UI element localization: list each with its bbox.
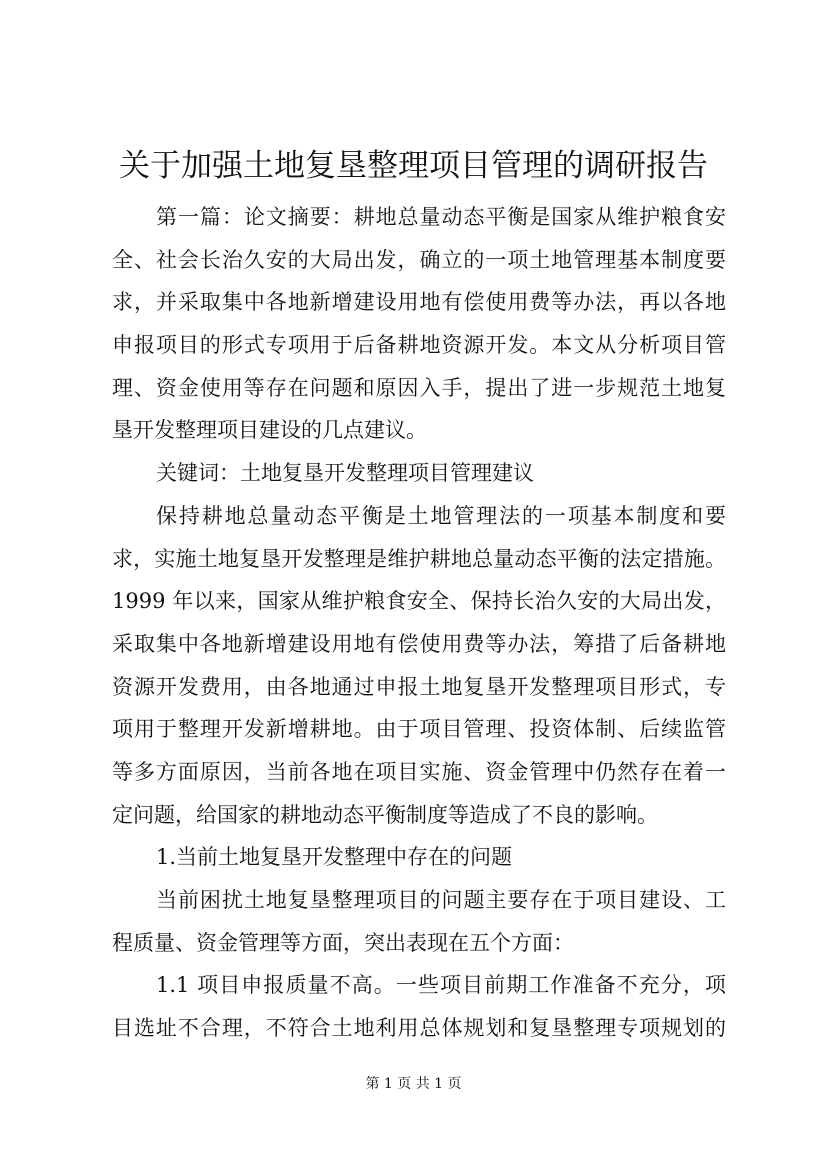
document-title: 关于加强土地复垦整理项目管理的调研报告	[119, 148, 708, 184]
abstract-line-1: 第一篇：论文摘要：耕地总量动态平衡是国家从维护粮食安	[156, 205, 726, 229]
subsection-line-1: 1.1 项目申报质量不高。一些项目前期工作准备不充分，项	[156, 973, 726, 998]
subsection-line-2: 目选址不合理，不符合土地利用总体规划和复垦整理专项规划的	[112, 1016, 726, 1041]
paragraph-line-2: 求，实施土地复垦开发整理是维护耕地总量动态平衡的法定措施。	[112, 546, 726, 571]
section-paragraph-line-1: 当前困扰土地复垦整理项目的问题主要存在于项目建设、工	[156, 888, 726, 912]
section-heading: 1.当前土地复垦开发整理中存在的问题	[156, 845, 513, 870]
section-paragraph-line-2: 程质量、资金管理等方面，突出表现在五个方面：	[112, 930, 574, 955]
abstract-line-3: 求，并采取集中各地新增建设用地有偿使用费等办法，再以各地	[112, 290, 726, 315]
paragraph-line-7: 等多方面原因，当前各地在项目实施、资金管理中仍然存在着一	[112, 759, 726, 784]
abstract-line-5: 理、资金使用等存在问题和原因入手，提出了进一步规范土地复	[112, 375, 726, 400]
paragraph-line-4: 采取集中各地新增建设用地有偿使用费等办法，筹措了后备耕地	[112, 631, 726, 656]
paragraph-line-8: 定问题，给国家的耕地动态平衡制度等造成了不良的影响。	[112, 802, 658, 827]
keywords-line: 关键词：土地复垦开发整理项目管理建议	[156, 461, 534, 486]
abstract-line-6: 垦开发整理项目建设的几点建议。	[112, 418, 427, 443]
abstract-line-2: 全、社会长治久安的大局出发，确立的一项土地管理基本制度要	[112, 247, 726, 272]
paragraph-line-3: 1999 年以来，国家从维护粮食安全、保持长治久安的大局出发，	[112, 589, 726, 614]
paragraph-line-1: 保持耕地总量动态平衡是土地管理法的一项基本制度和要	[156, 503, 726, 528]
abstract-line-4: 申报项目的形式专项用于后备耕地资源开发。本文从分析项目管	[112, 333, 726, 358]
paragraph-line-6: 项用于整理开发新增耕地。由于项目管理、投资体制、后续监管	[112, 717, 726, 742]
document-body	[112, 196, 726, 1050]
paragraph-line-5: 资源开发费用，由各地通过申报土地复垦开发整理项目形式，专	[112, 674, 726, 699]
page-footer: 第 1 页 共 1 页	[365, 1076, 462, 1092]
